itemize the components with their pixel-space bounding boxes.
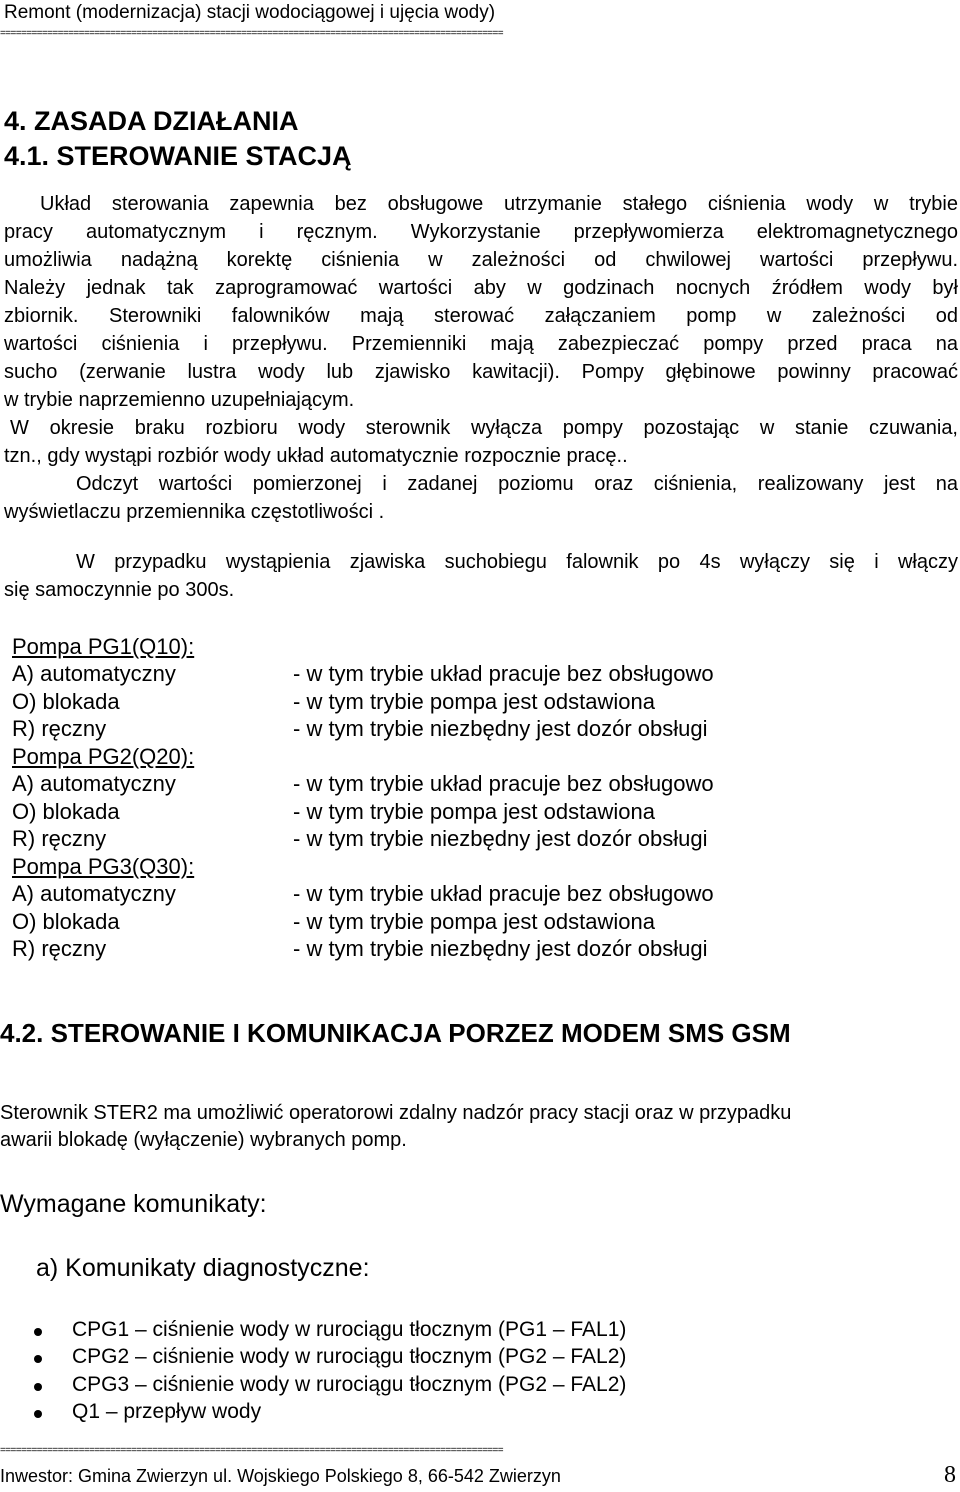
page-number: 8 <box>944 1462 956 1488</box>
paragraph-line: Układ sterowania zapewnia bez obsługowe utrzymanie stałego ciśnienia wody w trybie <box>40 193 958 215</box>
mode-description: - w tym trybie niezbędny jest dozór obsługi <box>293 826 708 851</box>
paragraph-line: Należy jednak tak zaprogramować wartości aby w godzinach nocnych źródłem wody był <box>4 277 958 299</box>
paragraph-line: wyświetlaczu przemiennika częstotliwości . <box>4 501 385 523</box>
paragraph-line: pracy automatycznym i ręcznym. Wykorzystanie przepływomierza elektromagnetycznego <box>4 221 958 243</box>
pump-title: Pompa PG1(Q10): <box>12 634 195 659</box>
mode-label: R) ręczny <box>12 716 107 741</box>
mode-label: R) ręczny <box>12 826 107 851</box>
mode-label: A) automatyczny <box>12 881 176 906</box>
paragraph-line: tzn., gdy wystąpi rozbiór wody układ automatycznie rozpocznie pracę.. <box>4 445 628 467</box>
document-header-title: Remont (modernizacja) stacji wodociągowej i ujęcia wody) <box>4 2 496 23</box>
footer-rule: ================================================================================================ <box>0 1445 504 1456</box>
subsection-title: 4.1. STEROWANIE STACJĄ <box>4 141 352 171</box>
paragraph-line: umożliwia nadążną korektę ciśnienia w zależności od chwilowej wartości przepływu. <box>4 249 958 271</box>
section-title: 4. ZASADA DZIAŁANIA <box>4 106 299 136</box>
diagnostic-messages-heading: a) Komunikaty diagnostyczne: <box>36 1254 370 1282</box>
mode-description: - w tym trybie układ pracuje bez obsługowo <box>293 881 714 906</box>
mode-description: - w tym trybie układ pracuje bez obsługowo <box>293 771 714 796</box>
diagnostic-item: Q1 – przepływ wody <box>72 1400 262 1423</box>
control-description-paragraph <box>4 190 958 526</box>
mode-label: R) ręczny <box>12 936 107 961</box>
diagnostic-item: CPG2 – ciśnienie wody w rurociągu tłocznym (PG2 – FAL2) <box>72 1345 627 1368</box>
bullet-icon <box>34 1383 42 1391</box>
mode-description: - w tym trybie niezbędny jest dozór obsługi <box>293 936 708 961</box>
mode-label: O) blokada <box>12 689 120 714</box>
mode-description: - w tym trybie niezbędny jest dozór obsługi <box>293 716 708 741</box>
dry-run-paragraph <box>4 548 958 604</box>
paragraph-line: zbiornik. Sterowniki falowników mają sterować załączaniem pomp w zależności od <box>4 305 958 327</box>
mode-label: O) blokada <box>12 909 120 934</box>
mode-description: - w tym trybie pompa jest odstawiona <box>293 689 655 714</box>
paragraph-line: W okresie braku rozbioru wody sterownik wyłącza pompy pozostając w stanie czuwania, <box>10 417 958 439</box>
subsection-title: 4.2. STEROWANIE I KOMUNIKACJA PORZEZ MODEM SMS GSM <box>0 1018 791 1048</box>
mode-label: A) automatyczny <box>12 661 176 686</box>
mode-description: - w tym trybie układ pracuje bez obsługowo <box>293 661 714 686</box>
ster2-line: awarii blokadę (wyłączenie) wybranych pomp. <box>0 1129 407 1151</box>
paragraph-line: w trybie naprzemienno uzupełniającym. <box>4 389 355 411</box>
pump-title: Pompa PG2(Q20): <box>12 744 195 769</box>
paragraph-line: Odczyt wartości pomierzonej i zadanej poziomu oraz ciśnienia, realizowany jest na <box>76 473 958 495</box>
diagnostic-item: CPG3 – ciśnienie wody w rurociągu tłocznym (PG2 – FAL2) <box>72 1373 627 1396</box>
pump-title: Pompa PG3(Q30): <box>12 854 195 879</box>
bullet-icon <box>34 1328 42 1336</box>
bullet-icon <box>34 1355 42 1363</box>
mode-description: - w tym trybie pompa jest odstawiona <box>293 909 655 934</box>
required-messages-heading: Wymagane komunikaty: <box>0 1190 267 1218</box>
investor-footer: Inwestor: Gmina Zwierzyn ul. Wojskiego Polskiego 8, 66-542 Zwierzyn <box>0 1466 561 1486</box>
paragraph-line: się samoczynnie po 300s. <box>4 579 235 601</box>
ster2-line: Sterownik STER2 ma umożliwić operatorowi zdalny nadzór pracy stacji oraz w przypadku <box>0 1102 792 1124</box>
header-rule: ================================================================================================ <box>0 28 504 39</box>
paragraph-line: W przypadku wystąpienia zjawiska suchobiegu falownik po 4s wyłączy się i włączy <box>76 551 958 573</box>
diagnostic-item: CPG1 – ciśnienie wody w rurociągu tłocznym (PG1 – FAL1) <box>72 1318 627 1341</box>
mode-label: A) automatyczny <box>12 771 176 796</box>
mode-description: - w tym trybie pompa jest odstawiona <box>293 799 655 824</box>
mode-label: O) blokada <box>12 799 120 824</box>
paragraph-line: wartości ciśnienia i przepływu. Przemienniki mają zabezpieczać pompy przed praca na <box>4 333 958 355</box>
bullet-icon <box>34 1410 42 1418</box>
paragraph-line: sucho (zerwanie lustra wody lub zjawisko kawitacji). Pompy głębinowe powinny pracować <box>4 361 958 383</box>
